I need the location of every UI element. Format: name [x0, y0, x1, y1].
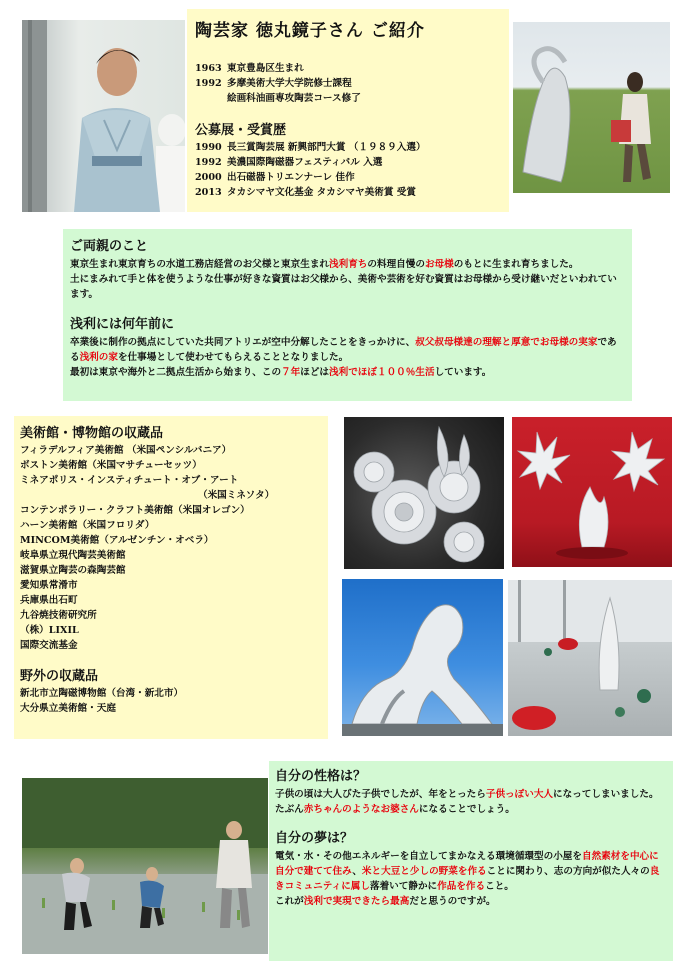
outdoor-list [20, 686, 322, 716]
collection-item: ミネアポリス・インスティチュート・オブ・アート [20, 475, 239, 486]
dream-heading: 自分の夢は？ [275, 831, 354, 846]
artwork-flower-photo [344, 417, 504, 569]
profile-box [187, 9, 509, 212]
parents-heading: ご両親のこと [70, 239, 149, 254]
parents-paragraph-2: 土にまみれて手と体を使うような仕事が好きな資質はお父様から、美術や芸術を好む資質はお母様から受け継いだといわれています。 [70, 274, 617, 300]
outdoor-item: 新北市立陶磁博物館（台湾・新北市） [20, 688, 184, 699]
personality-paragraph-2: たぶん赤ちゃんのようなお婆さんになることでしょう。 [275, 804, 515, 815]
artwork-gallery-photo [508, 580, 672, 736]
collection-item: 愛知県常滑市 [20, 580, 78, 591]
award-item: 1990 長三賞陶芸展 新興部門大賞 （１９８９入選） [195, 142, 426, 153]
collection-item: ボストン美術館（米国マサチューセッツ） [20, 460, 202, 471]
parents-box [63, 229, 632, 401]
collection-item: 九谷焼技術研究所 [20, 610, 97, 621]
collection-item: 滋賀県立陶芸の森陶芸館 [20, 565, 126, 576]
collection-item: MINCOM美術館（アルゼンチン・オベラ） [20, 535, 214, 546]
collection-item: （株）LIXIL [20, 625, 79, 636]
dream-paragraph-1: 電気・水・その他エネルギーを自立してまかなえる環境循環型の小屋を自然素材を中心に自分で建てて住み、米と大豆と少しの野菜を作ることに関わり、志の方向が似た人々の良きコミュニティに属し落着いて静かに作品を作ること。 [275, 851, 660, 892]
dream-paragraph-2: これが浅利で実現できたら最高だと思うのですが。 [275, 896, 496, 907]
outdoor-item: 大分県立美術館・天庭 [20, 703, 116, 714]
asari-heading: 浅利には何年前に [70, 317, 175, 332]
collections-list [20, 443, 322, 653]
collections-heading: 美術館・博物館の収蔵品 [20, 426, 164, 441]
collection-item: ハーン美術館（米国フロリダ） [20, 520, 155, 531]
collection-item: 国際交流基金 [20, 640, 78, 651]
artwork-red-room-photo [512, 417, 672, 567]
award-item: 1992 美濃国際陶磁器フェスティバル 入選 [195, 157, 383, 168]
bio-list [195, 61, 501, 106]
artwork-outdoor-blue-sky-photo [342, 579, 503, 736]
collection-item: （米国ミネソタ） [198, 490, 275, 501]
award-item: 2013 タカシマヤ文化基金 タカシマヤ美術賞 受賞 [195, 187, 416, 198]
personality-paragraph-1: 子供の頃は大人びた子供でしたが、年をとったら子供っぽい大人になってしまいました。 [275, 789, 659, 800]
collection-item: 岐阜県立現代陶芸美術館 [20, 550, 126, 561]
asari-paragraph-1: 卒業後に制作の拠点にしていた共同アトリエが空中分解したことをきっかけに、叔父叔母様達の理解と厚意でお母様の実家である浅利の家を仕事場として使わせてもらえることとなりました。 [70, 337, 617, 363]
outdoor-heading: 野外の収蔵品 [20, 669, 99, 684]
bio-item: 1992 多摩美術大学大学院修士課程 [195, 78, 352, 89]
collection-item: フィラデルフィア美術館 （米国ペンシルバニア） [20, 445, 232, 456]
rice-planting-photo [22, 778, 268, 954]
parents-paragraph-1: 東京生まれ東京育ちの水道工務店経営のお父様と東京生まれ浅利育ちの料理自慢のお母様のもとに生まれ育ちました。 [70, 259, 579, 270]
collection-item: コンテンポラリー・クラフト美術館（米国オレゴン） [20, 505, 250, 516]
awards-heading: 公募展・受賞歴 [195, 123, 287, 138]
collections-box [14, 416, 328, 739]
awards-list [195, 140, 501, 200]
personality-heading: 自分の性格は？ [275, 769, 367, 784]
bio-item: 絵画科油画専攻陶芸コース修了 [227, 93, 361, 104]
award-item: 2000 出石磁器トリエンナーレ 佳作 [195, 172, 355, 183]
outdoor-sculpture-photo [513, 22, 670, 193]
personality-box [269, 761, 673, 961]
profile-title: 陶芸家 徳丸鏡子さん ご紹介 [195, 21, 425, 41]
bio-item: 1963 東京豊島区生まれ [195, 63, 304, 74]
asari-paragraph-2: 最初は東京や海外と二拠点生活から始まり、この７年ほどは浅利でほぼ１００％生活しています。 [70, 367, 492, 378]
portrait-photo [22, 20, 185, 212]
collection-item: 兵庫県出石町 [20, 595, 78, 606]
